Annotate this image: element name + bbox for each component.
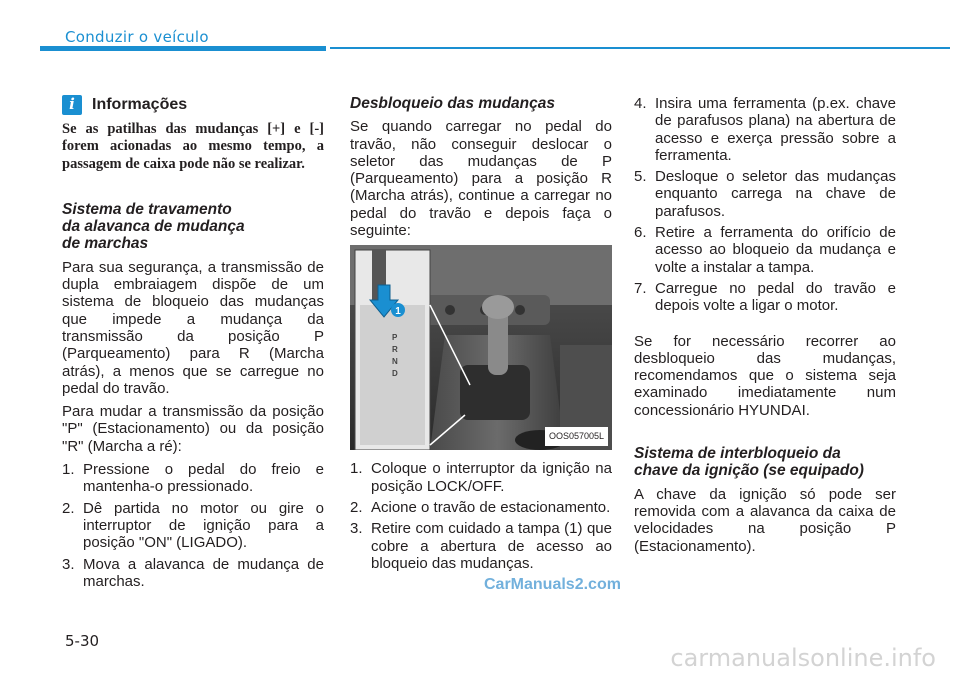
- interlock-title-line: chave da ignição (se equipado): [634, 462, 864, 480]
- list-item: [62, 500, 324, 552]
- gear-letter: R: [392, 345, 398, 355]
- step-text: Retire com cuidado a tampa (1) que cobre a abertura de acesso ao bloqueio das mudanças.: [371, 520, 612, 572]
- step-text: Dê partida no motor ou gire o interruptor de ignição para a posição "ON" (LIGADO).: [83, 499, 324, 552]
- list-item: [62, 556, 324, 591]
- step-number: 3.: [62, 555, 75, 573]
- step-text: Acione o travão de estacionamento.: [371, 498, 611, 516]
- list-item: [350, 499, 612, 516]
- step-number: 4.: [634, 95, 647, 112]
- column-left: [62, 95, 324, 594]
- lock-title-line: da alavanca de mudança: [62, 218, 245, 236]
- gear-letter: D: [392, 369, 398, 379]
- list-item: [634, 224, 896, 276]
- unlock-steps: [350, 460, 612, 572]
- step-text: Insira uma ferramenta (p.ex. chave de parafusos plana) na abertura de acesso e exerça pressão sobre a ferramenta.: [655, 95, 896, 164]
- page-number: 5-30: [65, 632, 100, 650]
- info-text: Se as patilhas das mudanças [+] e [-] forem acionadas ao mesmo tempo, a passagem de caixa pode não se realizar.: [62, 121, 324, 172]
- gear-shift-figure: [350, 245, 612, 450]
- callout-number: 1: [395, 306, 401, 318]
- step-text: Mova a alavanca de mudança de marchas.: [83, 555, 324, 590]
- step-number: 1.: [62, 461, 75, 479]
- column-middle: [350, 95, 612, 576]
- step-text: Coloque o interruptor da ignição na posição LOCK/OFF.: [371, 460, 612, 495]
- info-heading: [62, 95, 324, 115]
- step-number: 3.: [350, 520, 363, 538]
- interlock-paragraph: A chave da ignição só pode ser removida com a alavanca da caixa de velocidades na posição P (Estacionamento).: [634, 485, 896, 555]
- list-item: [634, 168, 896, 220]
- section-header-title: Conduzir o veículo: [65, 28, 209, 46]
- step-number: 7.: [634, 279, 647, 297]
- step-number: 2.: [62, 499, 75, 517]
- unlock-section-title: Desbloqueio das mudanças: [350, 95, 555, 112]
- lock-title-line: de marchas: [62, 235, 149, 253]
- gear-letter: P: [392, 333, 398, 343]
- step-number: 1.: [350, 460, 363, 478]
- list-item: [350, 520, 612, 572]
- list-item: [62, 461, 324, 496]
- unlock-paragraph-1: Se quando carregar no pedal do travão, não conseguir deslocar o seletor das mudanças de P (Parqueamento) para a posição R (Marcha atrás), continue a carregar no pedal do travão e depois faça o seguinte:: [350, 118, 612, 240]
- step-text: Carregue no pedal do travão e depois volte a ligar o motor.: [655, 279, 896, 315]
- list-item: [634, 95, 896, 164]
- gear-letter: N: [392, 357, 398, 367]
- figure-code: OOS057005L: [545, 427, 608, 446]
- info-title: Informações: [92, 96, 188, 114]
- interlock-section-title: [634, 445, 896, 480]
- step-number: 6.: [634, 224, 647, 242]
- unlock-recommendation: Se for necessário recorrer ao desbloqueio das mudanças, recomendamos que o sistema seja examinado imediatamente num concessionário HYUNDAI.: [634, 332, 896, 419]
- info-icon: i: [62, 95, 82, 115]
- lock-section-title: [62, 201, 324, 253]
- header-rule-thick: [40, 46, 326, 51]
- step-text: Retire a ferramenta do orifício de acesso ao bloqueio da mudança e volte a instalar a tampa.: [655, 224, 896, 276]
- lock-paragraph-2: Para mudar a transmissão da posição "P" (Estacionamento) ou da posição "R" (Marcha a ré):: [62, 403, 324, 455]
- step-text: Pressione o pedal do freio e mantenha-o pressionado.: [83, 461, 324, 496]
- column-right: [634, 95, 896, 561]
- step-number: 2.: [350, 498, 363, 516]
- lock-paragraph-1: Para sua segurança, a transmissão de dupla embraiagem dispõe de um sistema de bloqueio das mudanças que impede a mudança da transmissão da posição P (Parqueamento) para R (Marcha atrás), a menos que se carregue no pedal do travão.: [62, 258, 324, 397]
- gear-shift-illustration: [350, 245, 612, 450]
- list-item: [634, 280, 896, 315]
- lock-steps: [62, 461, 324, 590]
- header-rule-thin: [330, 47, 950, 49]
- unlock-steps-continued: [634, 95, 896, 315]
- footer-watermark: carmanualsonline.info: [670, 644, 936, 672]
- step-text: Desloque o seletor das mudanças enquanto carrega na chave de parafusos.: [655, 168, 896, 220]
- overlay-watermark: CarManuals2.com: [484, 576, 621, 593]
- step-number: 5.: [634, 168, 647, 186]
- list-item: [350, 460, 612, 495]
- interlock-title-line: Sistema de interbloqueio da: [634, 445, 841, 463]
- lock-title-line: Sistema de travamento: [62, 200, 232, 218]
